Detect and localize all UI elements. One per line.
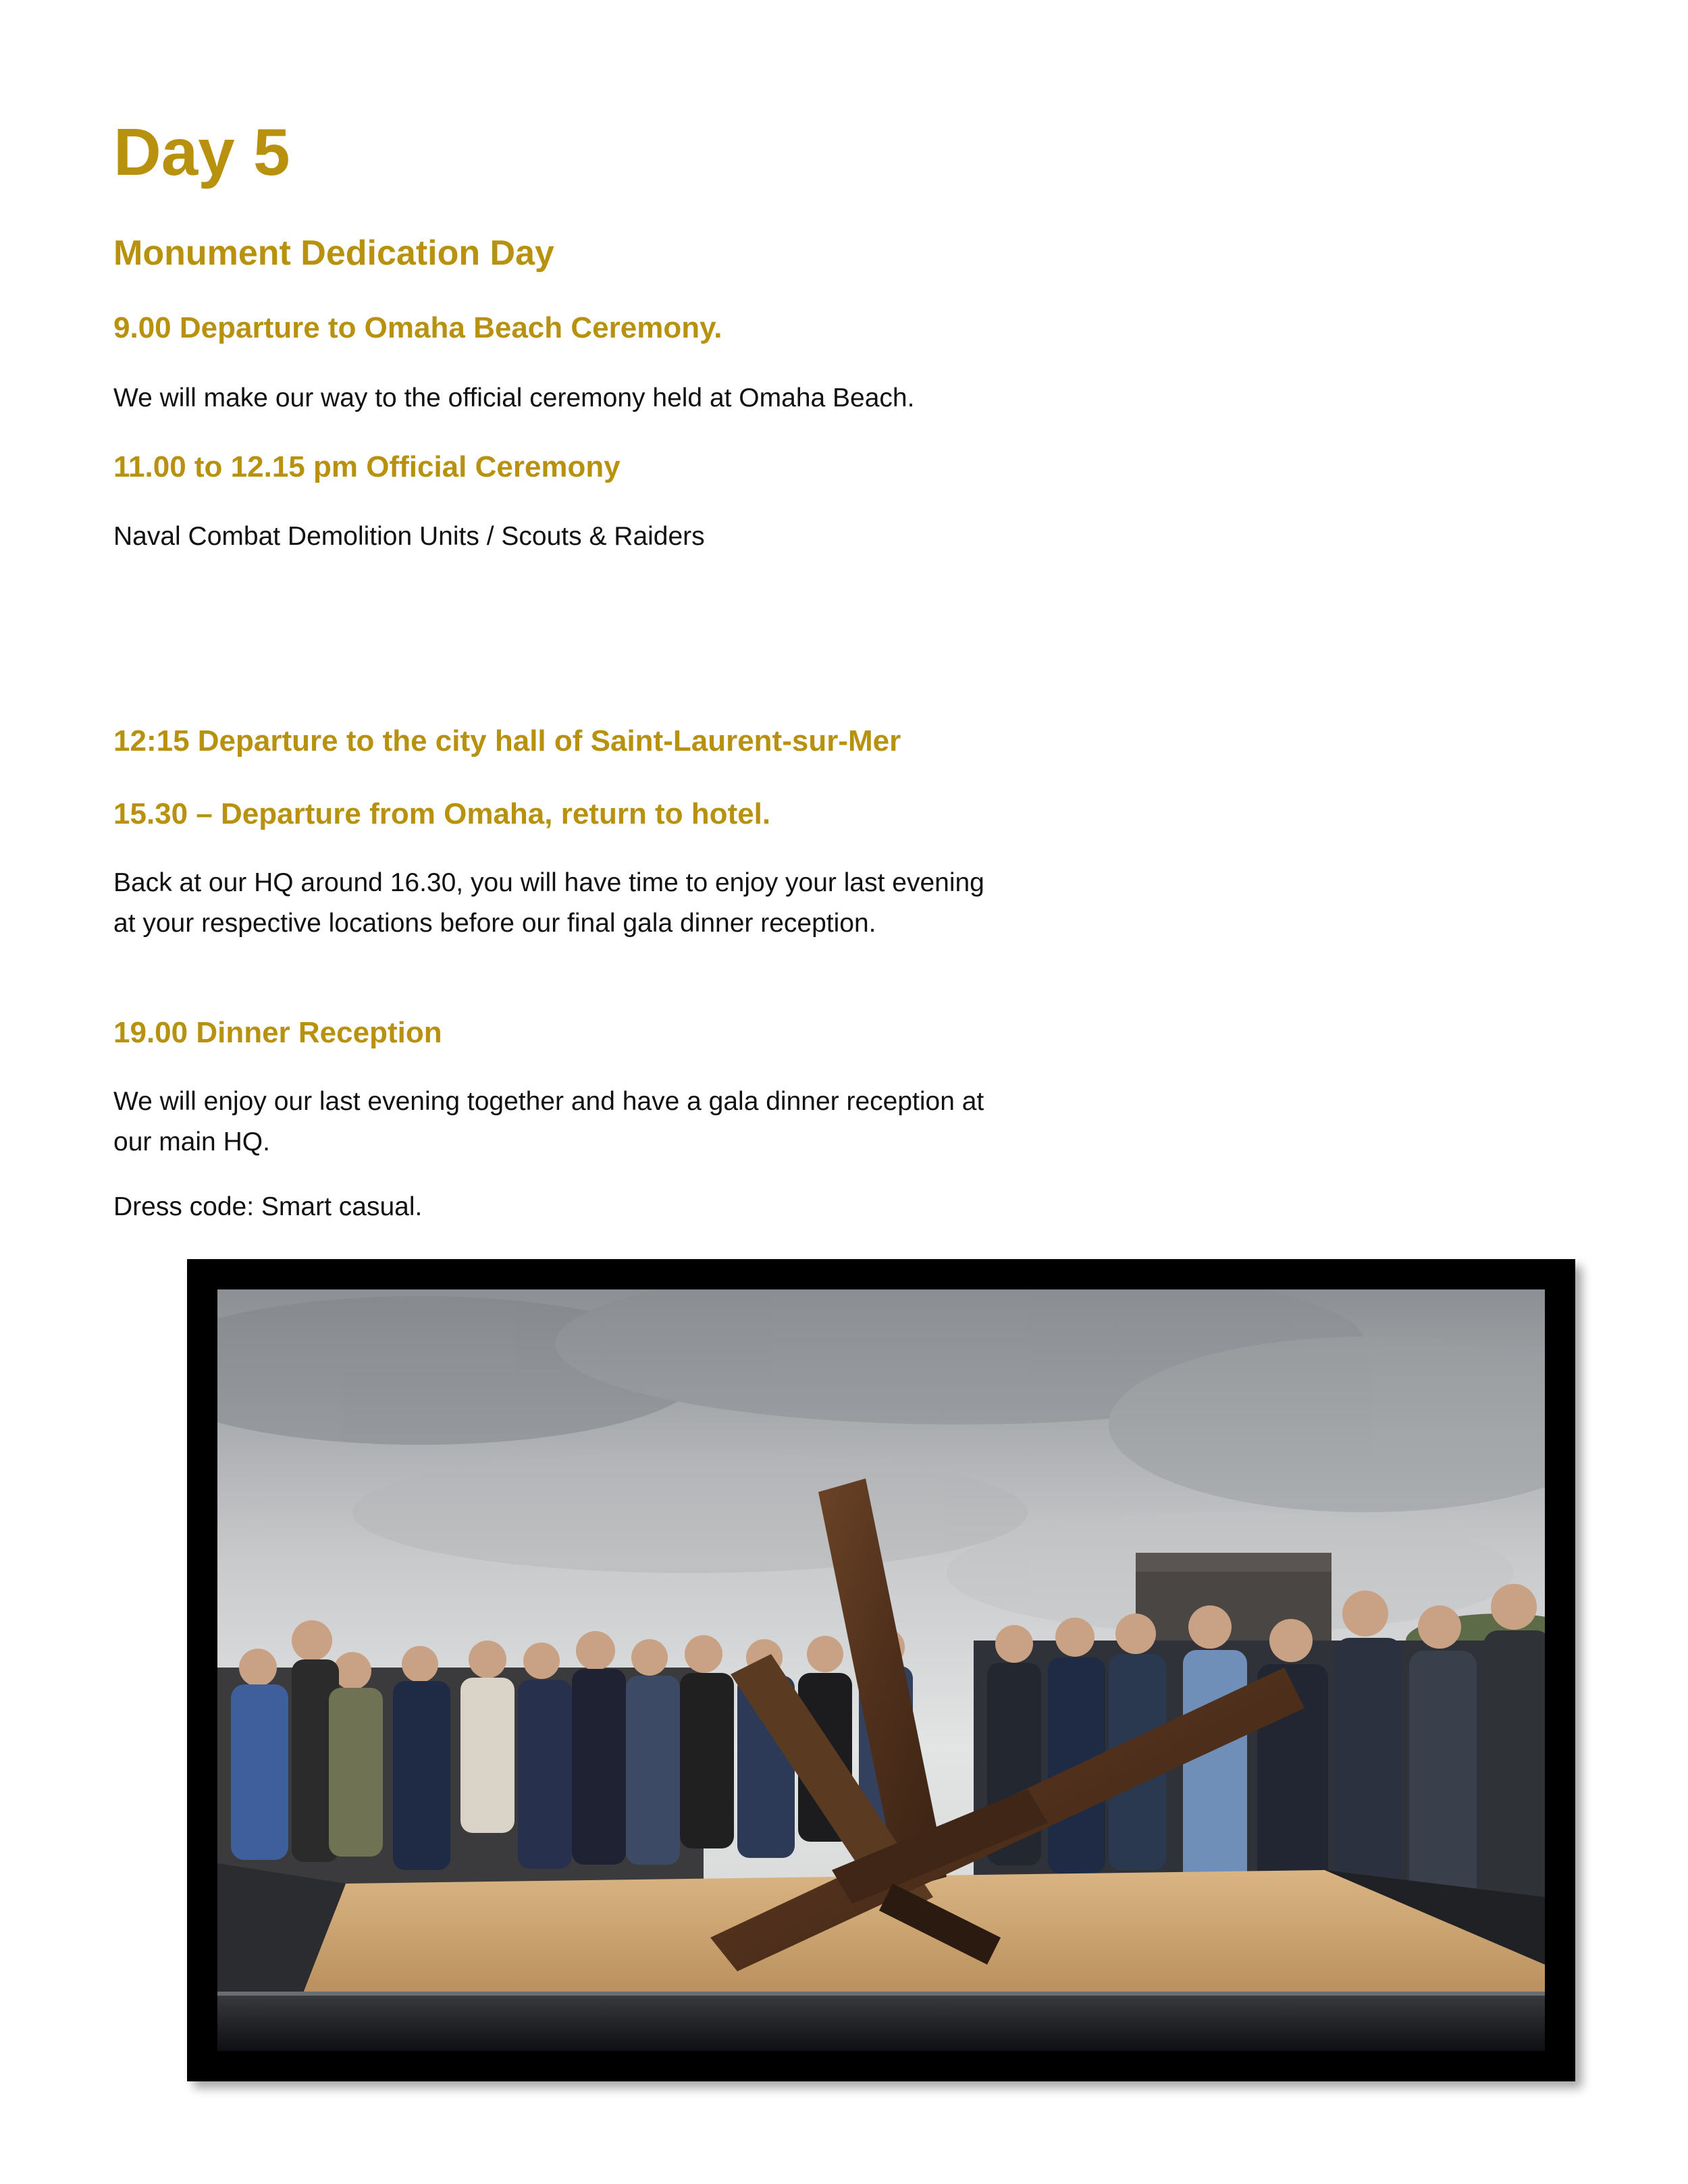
section-heading-official-ceremony: 11.00 to 12.15 pm Official Ceremony: [113, 450, 621, 483]
dress-code: Dress code: Smart casual.: [113, 1192, 423, 1221]
section-heading-departure-omaha: 9.00 Departure to Omaha Beach Ceremony.: [113, 311, 722, 344]
section-body-return-hotel: Back at our HQ around 16.30, you will have time to enjoy your last evening at your respective locations before our final gala dinner reception.: [113, 868, 984, 938]
monument-photo: [217, 1289, 1545, 2051]
monument-base: [217, 1992, 1545, 2051]
day-title: Day 5: [113, 115, 290, 189]
page-subtitle: Monument Dedication Day: [113, 234, 554, 273]
section-body-official-ceremony: Naval Combat Demolition Units / Scouts & Raiders: [113, 522, 705, 551]
section-heading-return-hotel: 15.30 – Departure from Omaha, return to hotel.: [113, 797, 771, 830]
section-body-departure-omaha: We will make our way to the official ceremony held at Omaha Beach.: [113, 383, 915, 412]
section-heading-dinner-reception: 19.00 Dinner Reception: [113, 1016, 442, 1049]
section-body-dinner-reception: We will enjoy our last evening together and have a gala dinner reception at our main HQ.: [113, 1087, 984, 1156]
section-heading-city-hall: 12:15 Departure to the city hall of Saint-Laurent-sur-Mer: [113, 724, 901, 757]
photo-frame: [187, 1259, 1575, 2081]
